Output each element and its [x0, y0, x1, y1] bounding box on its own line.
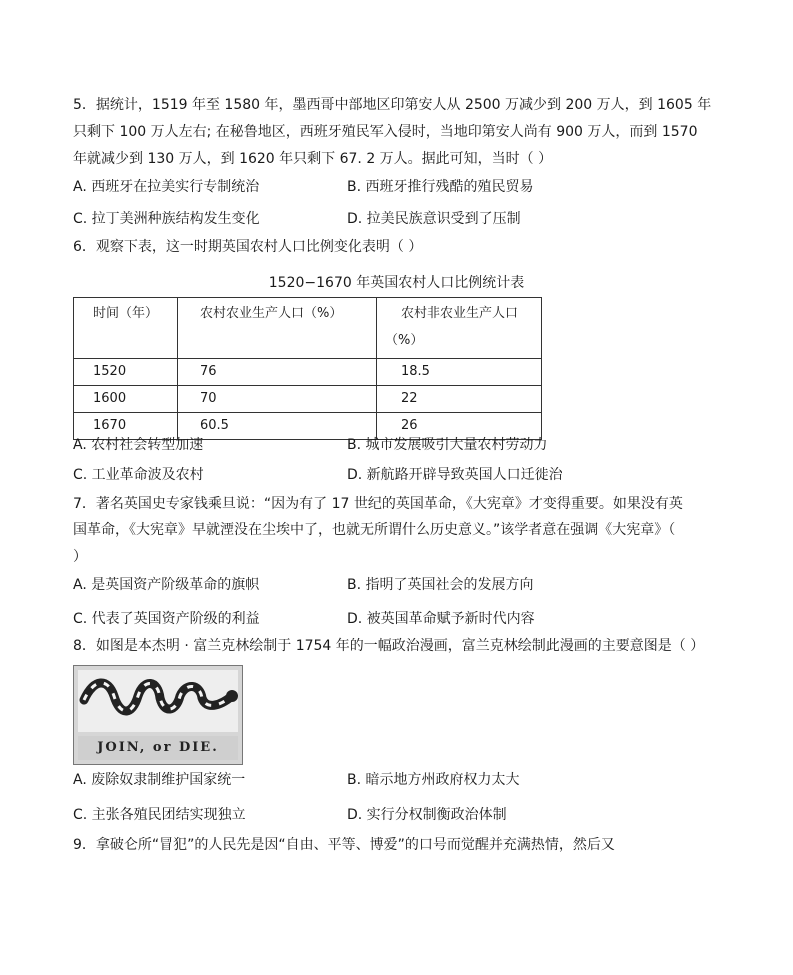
q9-stem: 9．拿破仑所“冒犯”的人民先是因“自由、平等、博爱”的口号而觉醒并充满热情，然后又 [73, 837, 615, 853]
cell-nonagri: 22 [377, 386, 542, 413]
q8-option-b[interactable]: B. 暗示地方州政府权力太大 [347, 772, 520, 788]
q7-option-d[interactable]: D. 被英国革命赋予新时代内容 [347, 611, 535, 627]
q8-option-d[interactable]: D. 实行分权制衡政治体制 [347, 807, 507, 823]
cell-agri: 70 [178, 386, 377, 413]
q5-option-c[interactable]: C. 拉丁美洲种族结构发生变化 [73, 211, 260, 227]
q7-stem-line-3: ） [73, 549, 87, 565]
table-row [74, 386, 542, 413]
q6-option-b[interactable]: B. 城市发展吸引大量农村劳动力 [347, 437, 548, 453]
cell-agri: 60.5 [178, 413, 377, 440]
table-row [74, 359, 542, 386]
table-header-agri: 农村农业生产人口（%） [178, 298, 377, 359]
q5-option-b[interactable]: B. 西班牙推行残酷的殖民贸易 [347, 179, 534, 195]
table-header-nonagri-line1: 农村非农业生产人口 [401, 306, 519, 321]
cell-nonagri: 18.5 [377, 359, 542, 386]
q6-stem: 6．观察下表，这一时期英国农村人口比例变化表明（ ） [73, 239, 423, 255]
cartoon-caption: JOIN, or DIE. [97, 740, 219, 755]
cell-year: 1670 [74, 413, 178, 440]
q7-stem-line-2: 国革命，《大宪章》早就湮没在尘埃中了，也就无所谓什么历史意义。”该学者意在强调《大宪章》（ [73, 522, 676, 538]
cell-year: 1600 [74, 386, 178, 413]
q6-option-c[interactable]: C. 工业革命波及农村 [73, 467, 204, 483]
q7-option-c[interactable]: C. 代表了英国资产阶级的利益 [73, 611, 260, 627]
q6-table-title: 1520−1670 年英国农村人口比例统计表 [268, 275, 525, 291]
q8-option-a[interactable]: A. 废除奴隶制维护国家统一 [73, 772, 246, 788]
q5-option-a[interactable]: A. 西班牙在拉美实行专制统治 [73, 179, 260, 195]
q8-option-c[interactable]: C. 主张各殖民团结实现独立 [73, 807, 246, 823]
q7-option-a[interactable]: A. 是英国资产阶级革命的旗帜 [73, 577, 260, 593]
q8-stem: 8．如图是本杰明 · 富兰克林绘制于 1754 年的一幅政治漫画，富兰克林绘制此漫画的主要意图是（ ） [73, 638, 705, 654]
q5-stem-line-3: 年就减少到 130 万人，到 1620 年只剩下 67. 2 万人。据此可知，当时（ ） [73, 151, 553, 167]
table-header-year: 时间（年） [74, 298, 178, 359]
q5-option-d[interactable]: D. 拉美民族意识受到了压制 [347, 211, 521, 227]
cell-year: 1520 [74, 359, 178, 386]
table-header-nonagri [377, 298, 542, 359]
table-header-nonagri-line2: （%） [385, 333, 424, 348]
q7-option-b[interactable]: B. 指明了英国社会的发展方向 [347, 577, 534, 593]
cell-nonagri: 26 [377, 413, 542, 440]
q6-option-d[interactable]: D. 新航路开辟导致英国人口迁徙治 [347, 467, 563, 483]
q7-stem-line-1: 7．著名英国史专家钱乘旦说：“因为有了 17 世纪的英国革命，《大宪章》才变得重要。如果没有英 [73, 496, 683, 512]
join-or-die-cartoon [73, 665, 243, 765]
q5-stem-line-1: 5．据统计，1519 年至 1580 年，墨西哥中部地区印第安人从 2500 万减少到 200 万人，到 1605 年 [73, 97, 712, 113]
population-table [73, 297, 542, 440]
cell-agri: 76 [178, 359, 377, 386]
q5-stem-line-2: 只剩下 100 万人左右; 在秘鲁地区，西班牙殖民军入侵时，当地印第安人尚有 900 万人，而到 1570 [73, 124, 698, 140]
q6-option-a[interactable]: A. 农村社会转型加速 [73, 437, 204, 453]
